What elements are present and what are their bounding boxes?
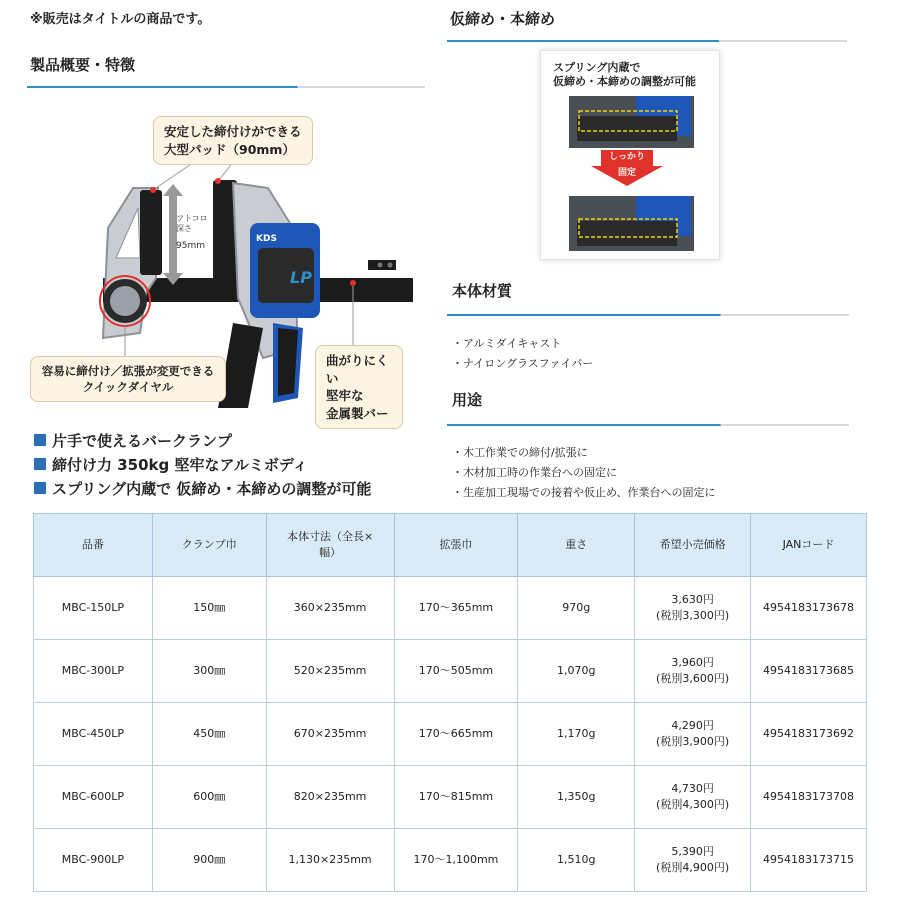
usage-list: [452, 443, 716, 503]
clamping-title: 仮締め・本締め: [450, 10, 556, 28]
svg-text:フトコロ: フトコロ: [176, 214, 208, 223]
model-badge: LP: [290, 268, 312, 287]
svg-text:深さ: 深さ: [176, 224, 192, 233]
col-header-jan: JANコード: [751, 514, 867, 577]
cell-dimensions: 1,130×235mm: [266, 829, 394, 892]
usage-item: ・木材加工時の作業台への固定に: [452, 466, 617, 479]
usage-item: ・生産加工現場での接着や仮止め、作業台への固定に: [452, 486, 716, 499]
cell-weight: 970g: [518, 577, 635, 640]
table-header-row: [34, 514, 867, 577]
material-item: ・アルミダイキャスト: [452, 337, 562, 350]
material-item: ・ナイロングラスファイバー: [452, 357, 594, 370]
cell-model: MBC-900LP: [34, 829, 153, 892]
table-row: [34, 766, 867, 829]
svg-text:固定: 固定: [617, 168, 637, 178]
material-underline: [447, 314, 849, 316]
material-list: [452, 334, 593, 374]
cell-weight: 1,350g: [518, 766, 635, 829]
table-row: [34, 640, 867, 703]
clamping-photo: [540, 50, 720, 260]
table-row: [34, 829, 867, 892]
cell-dimensions: 670×235mm: [266, 703, 394, 766]
cell-dimensions: 520×235mm: [266, 640, 394, 703]
cell-expansion: 170～665mm: [394, 703, 518, 766]
cell-jan: 4954183173685: [751, 640, 867, 703]
clamping-underline: [447, 40, 847, 42]
cell-jan: 4954183173715: [751, 829, 867, 892]
callout-dial: 容易に締付け／拡張が変更できる クイックダイヤル: [30, 356, 226, 402]
cell-price: 4,290円 (税別3,900円): [635, 703, 751, 766]
cell-expansion: 170～505mm: [394, 640, 518, 703]
cell-model: MBC-150LP: [34, 577, 153, 640]
col-header-clamp-width: クランプ巾: [152, 514, 266, 577]
svg-text:しっかり: しっかり: [608, 152, 646, 162]
col-header-expansion: 拡張巾: [394, 514, 518, 577]
overview-underline: [27, 86, 425, 88]
cell-expansion: 170～815mm: [394, 766, 518, 829]
cell-weight: 1,510g: [518, 829, 635, 892]
bullet-square: [34, 434, 46, 446]
col-header-weight: 重さ: [518, 514, 635, 577]
brand-logo: KDS: [256, 234, 277, 244]
bullet-square: [34, 458, 46, 470]
cell-model: MBC-300LP: [34, 640, 153, 703]
clamping-diagram: [541, 51, 721, 261]
cell-clamp-width: 300㎜: [152, 640, 266, 703]
col-header-price: 希望小売価格: [635, 514, 751, 577]
cell-clamp-width: 450㎜: [152, 703, 266, 766]
col-header-model: 品番: [34, 514, 153, 577]
cell-clamp-width: 900㎜: [152, 829, 266, 892]
cell-price: 3,630円 (税別3,300円): [635, 577, 751, 640]
cell-dimensions: 820×235mm: [266, 766, 394, 829]
cell-dimensions: 360×235mm: [266, 577, 394, 640]
feature-item: 締付け力 350kg 堅牢なアルミボディ: [34, 452, 371, 476]
callout-pad: 安定した締付けができる 大型パッド（90mm）: [153, 116, 313, 165]
material-title: 本体材質: [452, 282, 513, 300]
cell-price: 4,730円 (税別4,300円): [635, 766, 751, 829]
cell-expansion: 170～365mm: [394, 577, 518, 640]
usage-title: 用途: [452, 391, 483, 409]
cell-jan: 4954183173678: [751, 577, 867, 640]
table-row: [34, 703, 867, 766]
callout-bar: 曲がりにくい 堅牢な 金属製バー: [315, 345, 403, 429]
cell-clamp-width: 600㎜: [152, 766, 266, 829]
bullet-square: [34, 482, 46, 494]
feature-list: [34, 428, 371, 500]
cell-jan: 4954183173708: [751, 766, 867, 829]
depth-value: 95mm: [176, 241, 205, 251]
cell-model: MBC-600LP: [34, 766, 153, 829]
clamping-caption: スプリング内蔵で 仮締め・本締めの調整が可能: [553, 61, 696, 89]
cell-model: MBC-450LP: [34, 703, 153, 766]
sale-notice: ※販売はタイトルの商品です。: [30, 12, 211, 27]
col-header-dimensions: 本体寸法（全長× 幅）: [266, 514, 394, 577]
cell-clamp-width: 150㎜: [152, 577, 266, 640]
cell-weight: 1,170g: [518, 703, 635, 766]
cell-expansion: 170～1,100mm: [394, 829, 518, 892]
usage-item: ・木工作業での締付/拡張に: [452, 446, 588, 459]
feature-item: 片手で使えるバークランプ: [34, 428, 371, 452]
feature-item: スプリング内蔵で 仮締め・本締めの調整が可能: [34, 476, 371, 500]
cell-weight: 1,070g: [518, 640, 635, 703]
spec-table: [33, 513, 867, 892]
cell-price: 3,960円 (税別3,600円): [635, 640, 751, 703]
overview-title: 製品概要・特徴: [30, 56, 136, 74]
cell-jan: 4954183173692: [751, 703, 867, 766]
cell-price: 5,390円 (税別4,900円): [635, 829, 751, 892]
usage-underline: [447, 424, 849, 426]
table-row: [34, 577, 867, 640]
product-illustration: [28, 108, 423, 420]
